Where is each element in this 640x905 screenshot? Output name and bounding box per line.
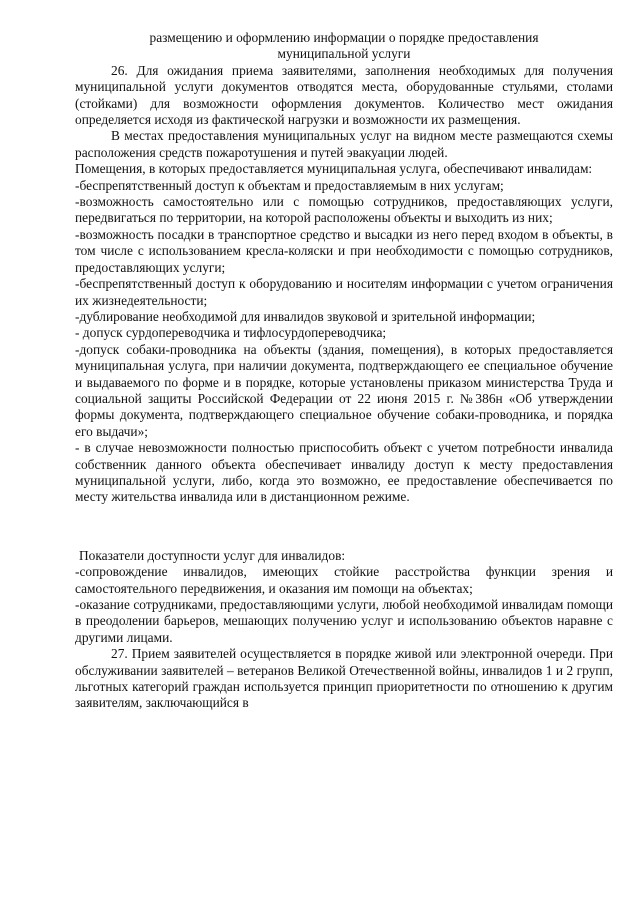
list-item-premises-4: -беспрепятственный доступ к оборудованию и носителям информации с учетом ограничения их жизнедеятельности; <box>75 276 613 308</box>
paragraph-indicators: Показатели доступности услуг для инвалидов: <box>79 547 346 563</box>
document-body <box>75 30 613 712</box>
paragraph-schemes: В местах предоставления муниципальных услуг на видном месте размещаются схемы расположения средств пожаротушения и путей эвакуации людей. <box>75 128 613 160</box>
list-item-premises-8: - в случае невозможности полностью приспособить объект с учетом потребности инвалида собственник данного объекта обеспечивает инвалиду доступ к месту предоставления муниципальной услуги, либо, когда это возможно, ее предоставление обеспечивается по месту жительства инвалида или в дистанционном режиме. <box>75 440 613 505</box>
list-item-premises-3: -возможность посадки в транспортное средство и высадки из него перед входом в объекты, в том числе с использованием кресла-коляски и при необходимости с помощью сотрудников, предоставляющих услуги; <box>75 226 613 275</box>
heading-line-2: муниципальной услуги <box>277 46 411 62</box>
paragraph-premises: Помещения, в которых предоставляется муниципальная услуга, обеспечивают инвалидам: <box>75 161 593 177</box>
list-item-indicators-2: -оказание сотрудниками, предоставляющими услуги, любой необходимой инвалидам помощи в преодолении барьеров, мешающих получению услуг и использованию объектов наравне с другими лицами. <box>75 597 613 645</box>
list-item-premises-5: -дублирование необходимой для инвалидов звуковой и зрительной информации; <box>75 308 536 324</box>
list-item-premises-6: - допуск сурдопереводчика и тифлосурдопереводчика; <box>75 325 387 341</box>
list-item-premises-7: -допуск собаки-проводника на объекты (здания, помещения), в которых предоставляется муниципальная услуга, при наличии документа, подтверждающего ее специальное обучение и выдаваемого по форме и в порядке, которые установлены приказом министерства Труда и социальной защиты Российской Федерации от 22 июня 2015 г. №386н «Об утверждении формы документа, подтверждающего специальное обучение собаки-проводника, и порядка его выдачи»; <box>75 341 613 439</box>
list-item-premises-2: -возможность самостоятельно или с помощью сотрудников, предоставляющих услуги, передвигаться по территории, на которой расположены объекты и выходить из них; <box>75 194 613 226</box>
list-item-premises-1: -беспрепятственный доступ к объектам и предоставляемым в них услугам; <box>75 177 504 193</box>
blank-gap <box>75 506 613 548</box>
paragraph-26: 26. Для ожидания приема заявителями, заполнения необходимых для получения муниципальной услуги документов отводятся места, оборудованные стульями, столами (стойками) для возможности оформления документов. Количество мест ожидания определяется исходя из фактической нагрузки и возможности их размещения. <box>75 62 613 128</box>
paragraph-27: 27. Прием заявителей осуществляется в порядке живой или электронной очереди. При обслуживании заявителей – ветеранов Великой Отечественной войны, инвалидов 1 и 2 групп, льготных категорий граждан используется принцип приоритетности по отношению к другим заявителям, заключающийся в <box>75 646 613 711</box>
list-item-indicators-1: -сопровождение инвалидов, имеющих стойкие расстройства функции зрения и самостоятельного передвижения, и оказания им помощи на объектах; <box>75 564 613 596</box>
heading-line-1: размещению и оформлению информации о порядке предоставления <box>149 30 539 45</box>
section-heading <box>75 30 613 63</box>
